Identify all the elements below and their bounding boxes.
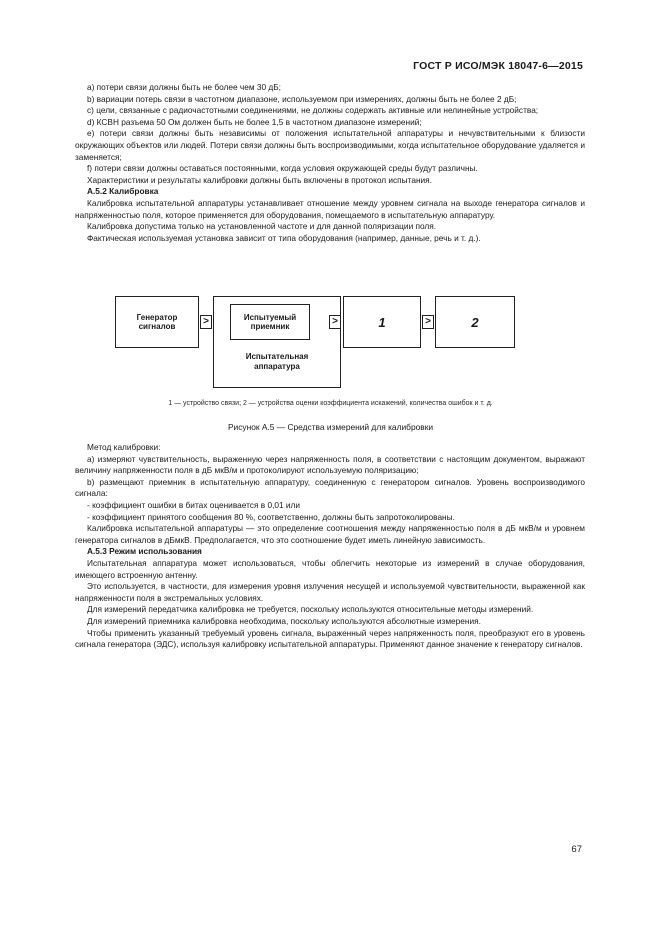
- document-header: ГОСТ Р ИСО/МЭК 18047-6—2015: [413, 60, 583, 72]
- apparatus-label: Испытательная аппаратура: [245, 352, 309, 371]
- section-heading: А.5.3 Режим использования: [87, 546, 202, 557]
- test-apparatus-box: [213, 296, 341, 388]
- connector-icon: >: [329, 315, 341, 329]
- receiver-box: [230, 304, 310, 340]
- paragraph: - коэффициент ошибки в битах оценивается в 0,01 или: [87, 499, 301, 510]
- coupling-device-box: [343, 296, 421, 348]
- paragraph: Для измерений передатчика калибровка не требуется, поскольку используются относительные методы измерений.: [87, 604, 534, 615]
- generator-label: Генератор сигналов: [136, 312, 178, 331]
- text-block-bottom: [75, 442, 585, 651]
- generator-box: [115, 296, 199, 348]
- box-number-1: 1: [378, 314, 386, 330]
- paragraph: Испытательная аппаратура может использоваться, чтобы облегчить некоторые из измерений в случае оборудования, имеющего встроенную антенну.: [75, 557, 585, 580]
- paragraph: Метод калибровки:: [87, 442, 161, 452]
- paragraph: f) потери связи должны оставаться постоянными, когда условия окружающей среды будут различны.: [87, 163, 478, 174]
- paragraph: Фактическая используемая установка зависит от типа оборудования (например, данные, речь и т. д.).: [87, 232, 481, 243]
- paragraph: Чтобы применить указанный требуемый уровень сигнала, выраженный через напряженность поля, преобразуют его в уровень сигнала генератора (ЭДС), используя калибровку испытательной аппаратуры. Применяют данное значение к генератору сигналов.: [75, 627, 585, 650]
- paragraph: a) потери связи должны быть не более чем 30 дБ;: [87, 82, 281, 92]
- paragraph: Для измерений приемника калибровка необходима, поскольку используются абсолютные измерения.: [87, 615, 481, 626]
- paragraph: Характеристики и результаты калибровки должны быть включены в протокол испытания.: [87, 174, 432, 185]
- paragraph: c) цели, связанные с радиочастотными соединениями, не должны содержать активные или нелинейные устройства;: [87, 105, 539, 116]
- paragraph: Калибровка испытательной аппаратуры — это определение соотношения между напряженностью поля в дБ мкВ/м и уровнем генератора сигналов в дБмкВ. Предполагается, что это соотношение будет иметь линейную зависимость.: [75, 523, 585, 545]
- paragraph: b) размещают приемник в испытательную аппаратуру, соединенную с генератором сигналов. Уровень воспроизводимого сигнала:: [75, 476, 585, 499]
- connector-icon: >: [422, 315, 434, 329]
- paragraph: a) измеряют чувствительность, выраженную через напряженность поля, в соответствии с настоящим документом, выражают величину напряженности поля в дБ мкВ/м и протоколируют используемую поляризацию;: [75, 453, 585, 476]
- text-block-top: [75, 82, 585, 244]
- connector-icon: >: [200, 315, 212, 329]
- paragraph: - коэффициент принятого сообщения 80 %, соответственно, должны быть запротоколированы.: [87, 511, 455, 522]
- paragraph: e) потери связи должны быть независимы от положения испытательной аппаратуры и нечувствительными к близости окружающих объектов или людей. Потери связи должны быть воспроизводимыми, когда испытательное оборудование удаляется и заменяется;: [75, 128, 585, 162]
- paragraph: b) вариации потерь связи в частотном диапазоне, используемом при измерениях, должны быть не более 2 дБ;: [87, 93, 517, 104]
- figure-legend: 1 — устройство связи; 2 — устройства оценки коэффициента искажений, количества ошибок и т. д.: [168, 400, 493, 407]
- paragraph: Это используется, в частности, для измерения уровня излучения несущей и используемой чувствительности, выраженной как напряженности поля в экстремальных условиях.: [75, 581, 585, 603]
- paragraph: d) КСВН разъема 50 Ом должен быть не более 1,5 в частотном диапазоне измерений;: [87, 116, 422, 127]
- page-number: 67: [571, 844, 582, 855]
- receiver-label: Испытуемый приемник: [243, 312, 297, 331]
- box-number-2: 2: [471, 314, 479, 330]
- evaluation-device-box: [435, 296, 515, 348]
- paragraph: Калибровка испытательной аппаратуры устанавливает отношение между уровнем сигнала на выходе генератора сигналов и напряженностью поля, которое применяется для оборудования, помещаемого в испытательную аппаратуру.: [75, 197, 585, 220]
- section-heading: А.5.2 Калибровка: [87, 186, 159, 197]
- calibration-diagram: [115, 296, 515, 388]
- paragraph: Калибровка допустима только на установленной частоте и для данной поляризации поля.: [87, 221, 437, 232]
- figure-caption: Рисунок А.5 — Средства измерений для калибровки: [227, 422, 434, 432]
